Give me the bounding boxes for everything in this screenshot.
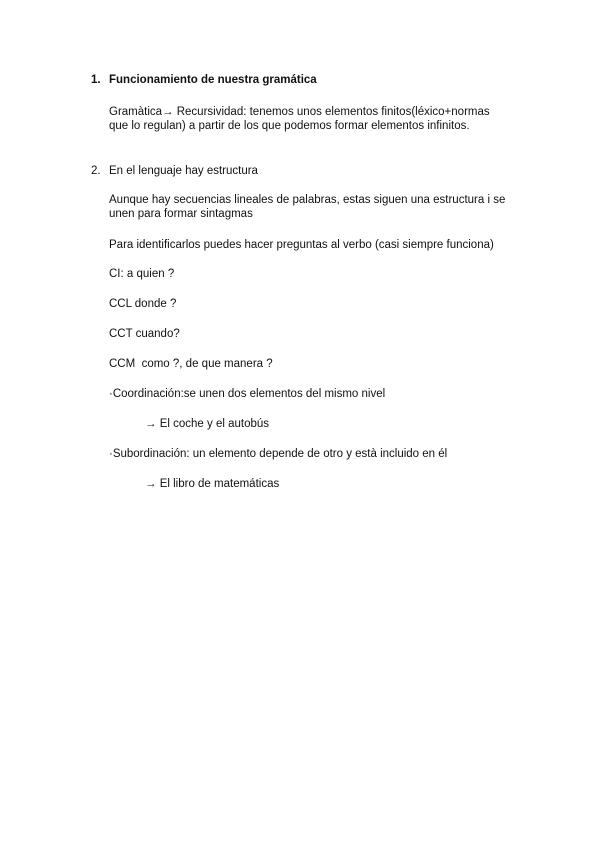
- ccm-question: CCM como ?, de que manera ?: [109, 358, 273, 370]
- subordinacion-example: → El libro de matemáticas: [145, 478, 280, 490]
- coordinacion-example: → El coche y el autobús: [145, 418, 270, 430]
- recursividad-paragraph: [109, 105, 539, 133]
- section-2-title: En el lenguaje hay estructura: [109, 165, 258, 177]
- section-2-number: 2.: [91, 165, 101, 177]
- section-1-number: 1.: [91, 74, 101, 86]
- paragraph-line: que lo regulan) a partir de los que podemos formar elementos infinitos.: [109, 120, 470, 132]
- paragraph-line: Aunque hay secuencias lineales de palabras, estas siguen una estructura i se: [109, 194, 506, 206]
- ci-question: CI: a quien ?: [109, 268, 175, 280]
- cct-question: CCT cuando?: [109, 328, 180, 340]
- subordinacion-definition: ·Subordinación: un elemento depende de otro y està incluido en él: [109, 448, 448, 460]
- section-1-heading: [91, 73, 551, 87]
- identificar-paragraph: Para identificarlos puedes hacer preguntas al verbo (casi siempre funciona): [109, 239, 494, 251]
- section-2-heading: [91, 164, 551, 178]
- ccl-question: CCL donde ?: [109, 298, 177, 310]
- paragraph-line: Gramàtica→ Recursividad: tenemos unos elementos finitos(léxico+normas: [109, 106, 490, 118]
- coordinacion-definition: ·Coordinación:se unen dos elementos del mismo nivel: [109, 388, 386, 400]
- estructura-paragraph: [109, 193, 539, 221]
- section-1-title: Funcionamiento de nuestra gramática: [109, 74, 317, 86]
- paragraph-line: unen para formar sintagmas: [109, 208, 253, 220]
